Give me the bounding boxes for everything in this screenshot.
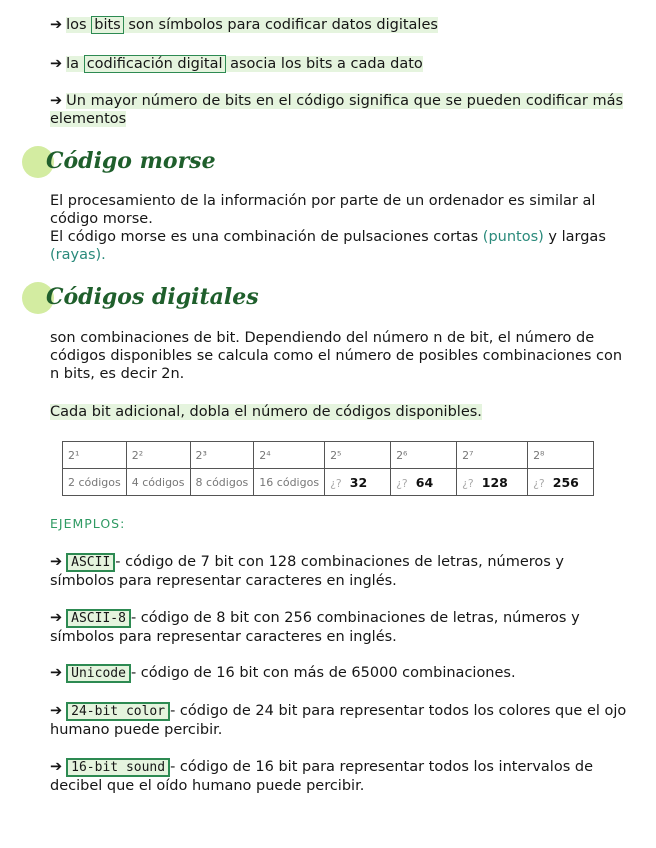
table-cell: 16 códigos xyxy=(254,469,325,496)
example-tag: Unicode xyxy=(66,664,131,683)
question-mark: ¿? xyxy=(330,476,342,490)
arrow-icon: ➔ xyxy=(50,17,63,33)
answer: 128 xyxy=(481,474,508,490)
example-ascii xyxy=(50,553,628,590)
table-cell: 2⁷ xyxy=(457,442,528,469)
digital-text-2: Cada bit adicional, dobla el número de códigos disponibles. xyxy=(50,404,482,420)
table-cell xyxy=(325,469,391,496)
example-tag: 16-bit sound xyxy=(66,758,170,777)
bullet-codificacion xyxy=(50,55,628,73)
arrow-icon: ➔ xyxy=(50,703,63,719)
arrow-icon: ➔ xyxy=(50,665,63,681)
bullet-mayor xyxy=(50,92,628,128)
morse-short: (puntos) xyxy=(482,229,544,245)
answer: 256 xyxy=(552,474,579,490)
bullet-bits xyxy=(50,16,628,34)
example-16bit-sound xyxy=(50,758,628,795)
digital-paragraph-1 xyxy=(50,329,628,383)
table-cell: 2⁸ xyxy=(528,442,594,469)
morse-text-3: y largas xyxy=(548,229,606,245)
bullet-text: son símbolos para codificar datos digitales xyxy=(128,17,438,33)
example-tag: ASCII xyxy=(66,553,115,572)
table-cell: 2³ xyxy=(190,442,254,469)
section-heading-digital xyxy=(22,280,302,320)
question-mark: ¿? xyxy=(396,476,408,490)
table-cell xyxy=(528,469,594,496)
examples-label: EJEMPLOS: xyxy=(50,516,126,531)
example-text: - código de 8 bit con 256 combinaciones de letras, números y símbolos para representar caracteres en inglés. xyxy=(50,610,580,645)
morse-text-2: El código morse es una combinación de pulsaciones cortas xyxy=(50,229,479,245)
example-24bit-color xyxy=(50,702,628,739)
heading-text: Códigos digitales xyxy=(46,284,259,310)
section-heading-morse xyxy=(22,144,282,184)
bullet-text: la xyxy=(66,56,80,72)
table-cell: 2¹ xyxy=(63,442,127,469)
arrow-icon: ➔ xyxy=(50,56,63,72)
question-mark: ¿? xyxy=(462,476,474,490)
morse-paragraph xyxy=(50,192,628,264)
morse-text-1: El procesamiento de la información por parte de un ordenador es similar al código morse. xyxy=(50,193,596,227)
answer: 64 xyxy=(415,474,434,490)
bullet-text: Un mayor número de bits en el código significa que se pueden codificar más elementos xyxy=(50,93,624,127)
question-mark: ¿? xyxy=(533,476,545,490)
table-row-codes xyxy=(63,469,594,496)
codes-table xyxy=(62,441,594,496)
table-row-powers xyxy=(63,442,594,469)
digital-paragraph-2 xyxy=(50,403,628,421)
boxed-term: codificación digital xyxy=(84,55,226,73)
heading-text: Código morse xyxy=(46,148,216,174)
bullet-text: asocia los bits a cada dato xyxy=(230,56,423,72)
example-ascii-8 xyxy=(50,609,628,646)
table-cell: 8 códigos xyxy=(190,469,254,496)
boxed-term: bits xyxy=(91,16,123,34)
arrow-icon: ➔ xyxy=(50,93,63,109)
answer: 32 xyxy=(349,474,368,490)
table-cell: 2² xyxy=(126,442,190,469)
digital-text-1: son combinaciones de bit. Dependiendo del número n de bit, el número de códigos disponibles se calcula como el número de posibles combinaciones con n bits, es decir 2n. xyxy=(50,330,623,382)
example-text: - código de 16 bit con más de 65000 combinaciones. xyxy=(130,665,516,681)
arrow-icon: ➔ xyxy=(50,554,63,570)
table-cell: 2⁶ xyxy=(391,442,457,469)
table-cell xyxy=(391,469,457,496)
example-unicode xyxy=(50,664,628,683)
example-text: - código de 24 bit para representar todos los colores que el ojo humano puede percibir. xyxy=(50,703,627,738)
table-cell: 2 códigos xyxy=(63,469,127,496)
arrow-icon: ➔ xyxy=(50,610,63,626)
bullet-text: los xyxy=(66,17,87,33)
example-text: - código de 16 bit para representar todos los intervalos de decibel que el oído humano puede percibir. xyxy=(50,759,593,794)
table-cell: 2⁴ xyxy=(254,442,325,469)
example-text: - código de 7 bit con 128 combinaciones de letras, números y símbolos para representar caracteres en inglés. xyxy=(50,554,565,589)
example-tag: ASCII-8 xyxy=(66,609,131,628)
morse-long: (rayas). xyxy=(50,247,106,263)
table-cell: 4 códigos xyxy=(126,469,190,496)
arrow-icon: ➔ xyxy=(50,759,63,775)
example-tag: 24-bit color xyxy=(66,702,170,721)
table-cell xyxy=(457,469,528,496)
table-cell: 2⁵ xyxy=(325,442,391,469)
